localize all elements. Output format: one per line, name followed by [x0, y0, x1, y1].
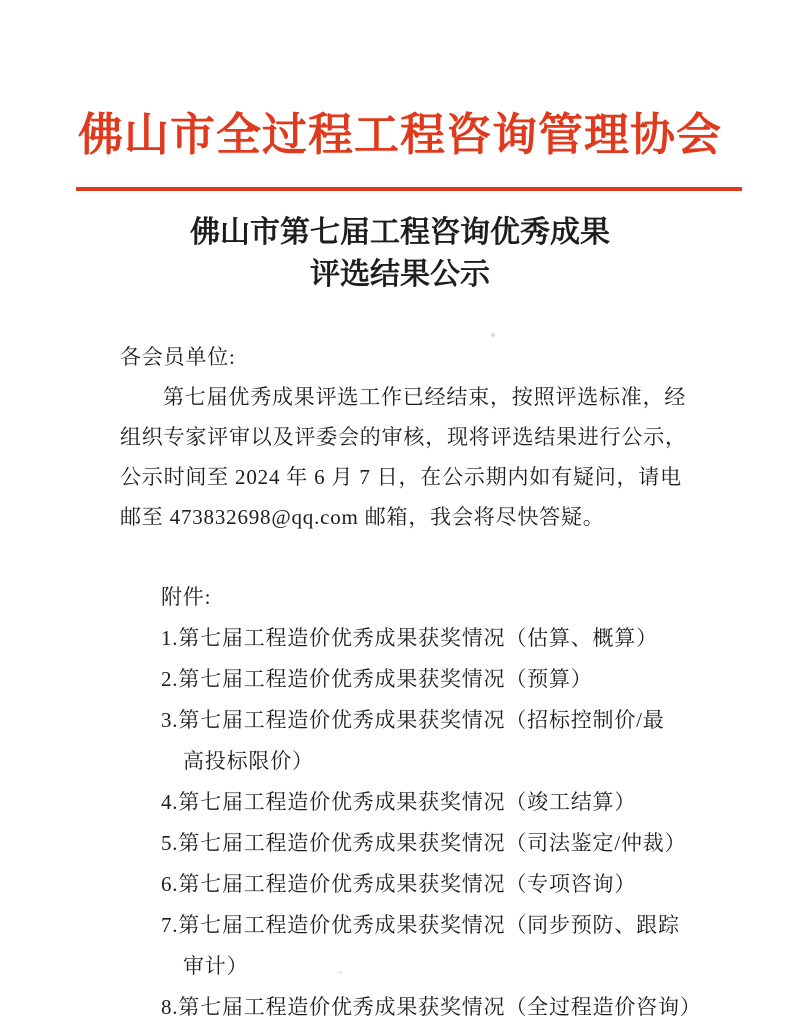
- document-title-line-2: 评选结果公示: [310, 258, 490, 291]
- attachments-list: [161, 577, 741, 1027]
- attachment-item: 3.第七届工程造价优秀成果获奖情况（招标控制价/最: [161, 708, 665, 732]
- scan-speck: [491, 333, 495, 337]
- attachment-item: 4.第七届工程造价优秀成果获奖情况（竣工结算）: [161, 790, 637, 814]
- attachment-item: 8.第七届工程造价优秀成果获奖情况（全过程造价咨询）: [161, 995, 702, 1019]
- paragraph-line: 邮至 473832698@qq.com 邮箱，我会将尽快答疑。: [120, 505, 605, 529]
- paragraph-line: 第七届优秀成果评选工作已经结束，按照评选标准，经: [163, 385, 687, 409]
- attachment-item: 7.第七届工程造价优秀成果获奖情况（同步预防、跟踪: [161, 913, 680, 937]
- organization-letterhead: 佛山市全过程工程咨询管理协会: [77, 110, 722, 160]
- letterhead-divider: [76, 187, 742, 191]
- attachments-label: 附件:: [161, 585, 212, 609]
- notice-body: [120, 337, 720, 537]
- attachment-item-continuation: 高投标限价）: [183, 749, 314, 773]
- attachment-item-continuation: 审计）: [183, 954, 249, 978]
- attachment-item: 2.第七届工程造价优秀成果获奖情况（预算）: [161, 667, 593, 691]
- salutation: 各会员单位:: [120, 345, 236, 369]
- paragraph-line: 组织专家评审以及评委会的审核，现将评选结果进行公示，: [120, 425, 687, 449]
- scan-speck: [339, 971, 342, 974]
- attachment-item: 6.第七届工程造价优秀成果获奖情况（专项咨询）: [161, 872, 637, 896]
- document-title: [0, 212, 800, 296]
- paragraph-line: 公示时间至 2024 年 6 月 7 日，在公示期内如有疑问，请电: [120, 465, 682, 489]
- attachment-item: 1.第七届工程造价优秀成果获奖情况（估算、概算）: [161, 626, 658, 650]
- document-title-line-1: 佛山市第七届工程咨询优秀成果: [190, 216, 610, 249]
- attachment-item: 5.第七届工程造价优秀成果获奖情况（司法鉴定/仲裁）: [161, 831, 687, 855]
